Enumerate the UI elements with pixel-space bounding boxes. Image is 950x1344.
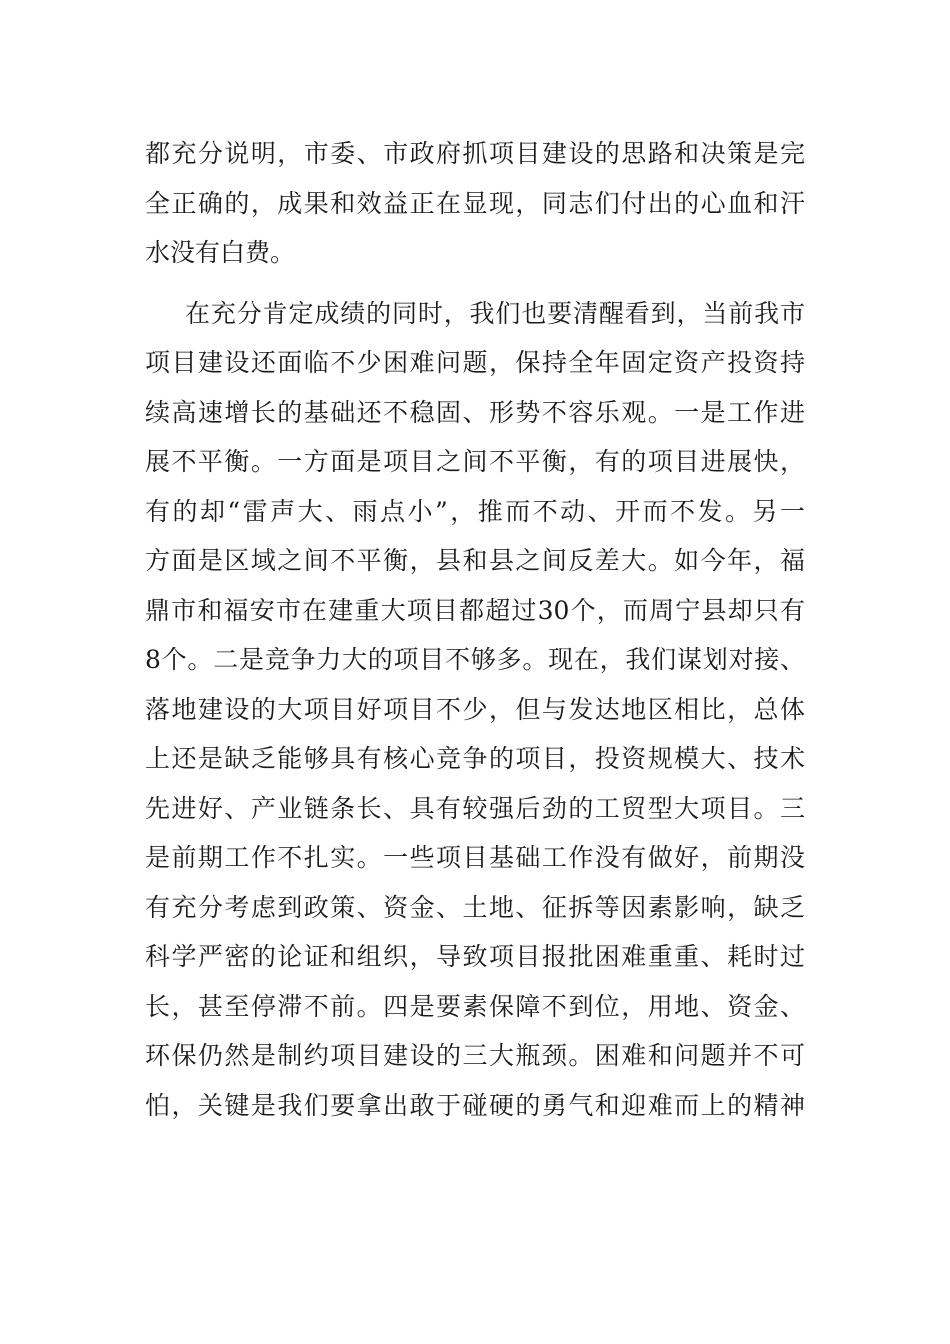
text-line: 环保仍然是制约项目建设的三大瓶颈。困难和问题并不可 (145, 1041, 805, 1070)
text-line: 怕，关键是我们要拿出敢于碰硬的勇气和迎难而上的精神 (145, 1091, 805, 1120)
text-line: 都充分说明，市委、市政府抓项目建设的思路和决策是完 (145, 139, 805, 168)
text-line: 落地建设的大项目好项目不少，但与发达地区相比，总体 (145, 695, 805, 724)
text-line: 科学严密的论证和组织，导致项目报批困难重重、耗时过 (145, 942, 805, 971)
text-line: 项目建设还面临不少困难问题，保持全年固定资产投资持 (145, 348, 805, 377)
text-line: 有的却“雷声大、雨点小”，推而不动、开而不发。另一 (145, 497, 805, 526)
text-line: 展不平衡。一方面是项目之间不平衡，有的项目进展快， (145, 447, 805, 476)
text-line: 在充分肯定成绩的同时，我们也要清醒看到，当前我市 (185, 299, 805, 328)
text-line: 水没有白费。 (145, 238, 296, 267)
text-line: 有充分考虑到政策、资金、土地、征拆等因素影响，缺乏 (145, 893, 805, 922)
text-line: 鼎市和福安市在建重大项目都超过30个，而周宁县却只有 (145, 596, 805, 625)
text-line: 是前期工作不扎实。一些项目基础工作没有做好，前期没 (145, 843, 805, 872)
text-line: 上还是缺乏能够具有核心竞争的项目，投资规模大、技术 (145, 744, 805, 773)
text-line: 8个。二是竞争力大的项目不够多。现在，我们谋划对接、 (145, 645, 805, 674)
text-line: 先进好、产业链条长、具有较强后劲的工贸型大项目。三 (145, 794, 805, 823)
text-line: 续高速增长的基础还不稳固、形势不容乐观。一是工作进 (145, 398, 805, 427)
text-line: 全正确的，成果和效益正在显现，同志们付出的心血和汗 (145, 189, 805, 218)
text-line: 方面是区域之间不平衡，县和县之间反差大。如今年，福 (145, 546, 805, 575)
text-line: 长，甚至停滞不前。四是要素保障不到位，用地、资金、 (145, 992, 805, 1021)
